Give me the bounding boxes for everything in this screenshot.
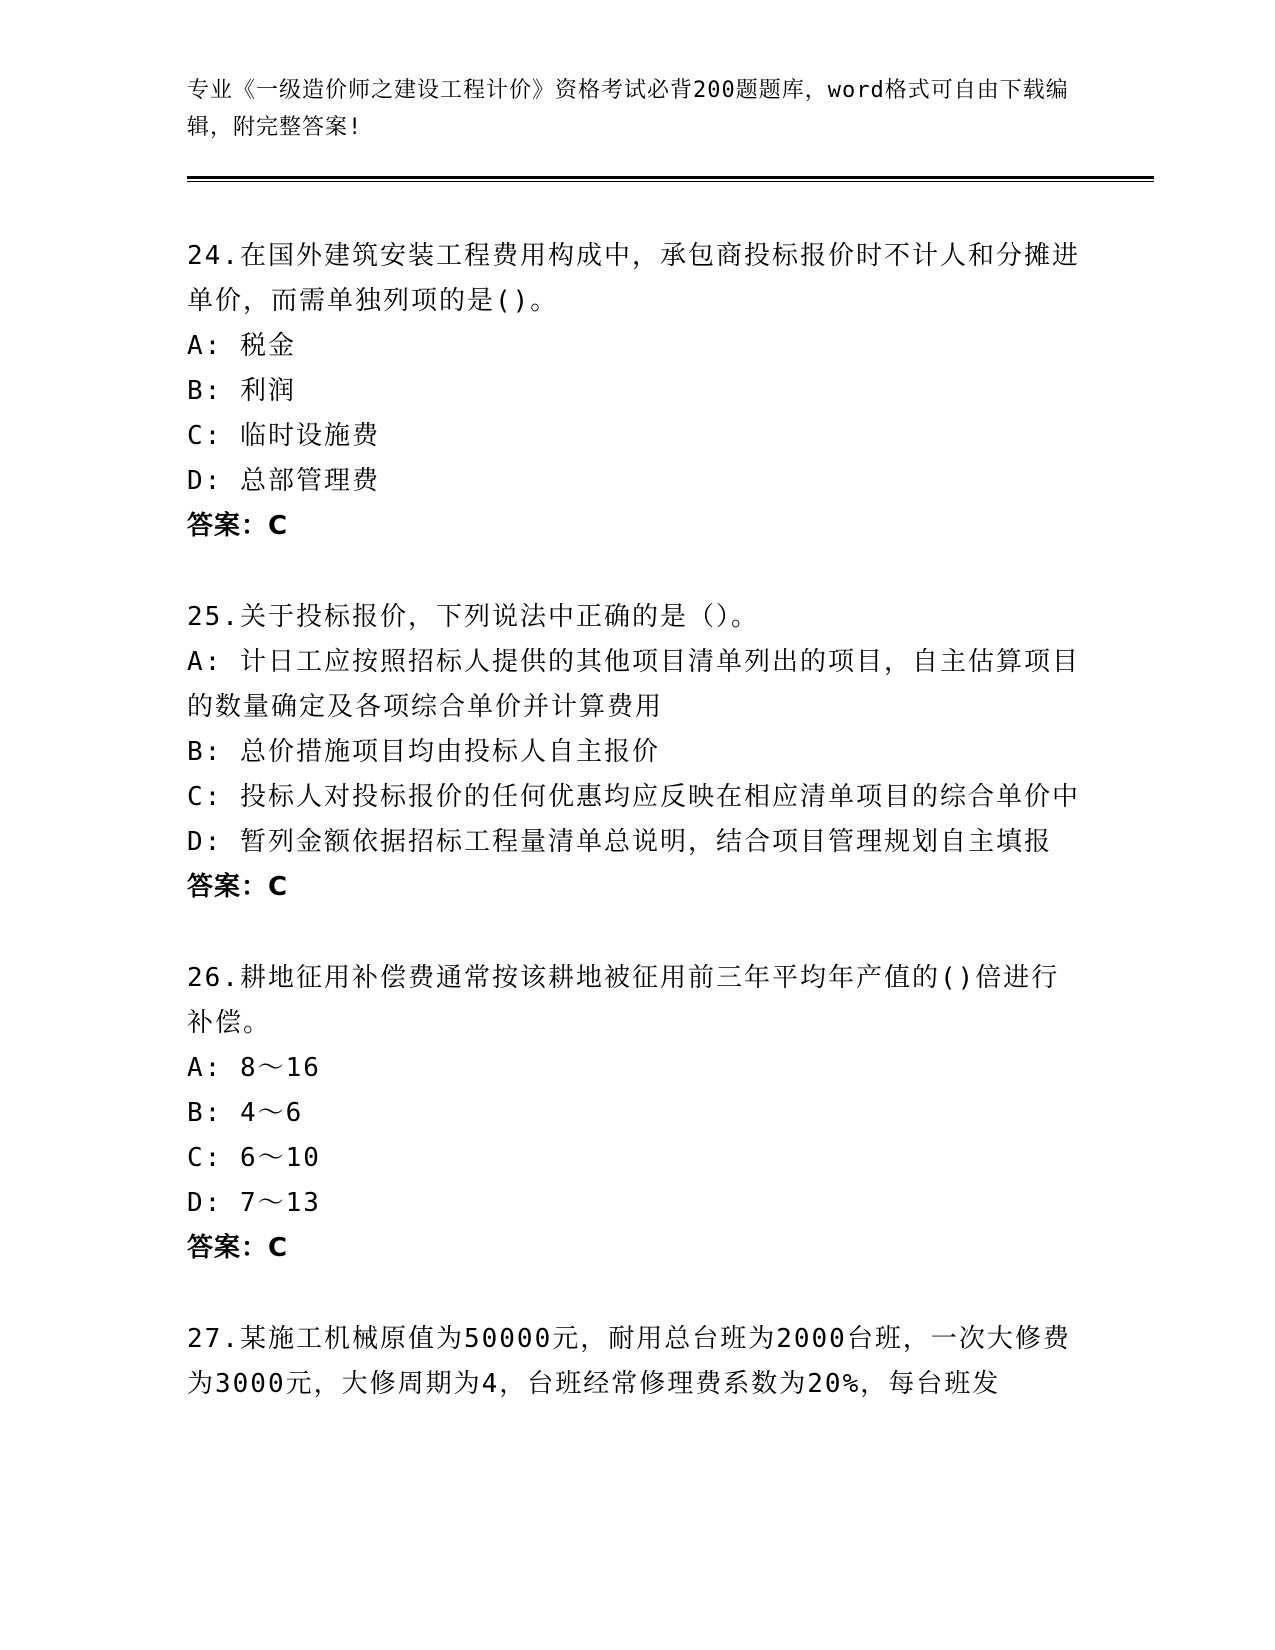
answer-label: 答案：C [187,511,289,541]
option-d: D: 暂列金额依据招标工程量清单总说明，结合项目管理规划自主填报 [187,827,1052,857]
header-divider-thick [187,176,1154,179]
option-b: B: 总价措施项目均由投标人自主报价 [187,737,660,767]
option-c: C: 6～10 [187,1143,321,1173]
option-b: B: 4～6 [187,1098,304,1128]
header-divider-thin [187,181,1154,182]
question-25 [187,595,1087,910]
option-a: A: 计日工应按照招标人提供的其他项目清单列出的项目，自主估算项目的数量确定及各项综合单价并计算费用 [187,647,1080,722]
document-header: 专业《一级造价师之建设工程计价》资格考试必背200题题库，word格式可自由下载编辑，附完整答案! [187,78,1069,140]
option-d: D: 总部管理费 [187,466,380,496]
option-a: A: 8～16 [187,1053,321,1083]
option-a: A: 税金 [187,331,296,361]
option-c: C: 投标人对投标报价的任何优惠均应反映在相应清单项目的综合单价中 [187,782,1080,812]
question-list [187,234,1087,1453]
question-26 [187,956,1087,1271]
question-stem: 24.在国外建筑安装工程费用构成中，承包商投标报价时不计人和分摊进单价，而需单独列项的是()。 [187,241,1080,316]
answer-label: 答案：C [187,872,289,902]
option-d: D: 7～13 [187,1188,321,1218]
question-27 [187,1317,1087,1407]
question-stem: 27.某施工机械原值为50000元，耐用总台班为2000台班，一次大修费为3000元，大修周期为4，台班经常修理费系数为20%，每台班发 [187,1324,1071,1399]
question-stem: 25.关于投标报价，下列说法中正确的是（）。 [187,602,759,632]
option-c: C: 临时设施费 [187,421,380,451]
question-stem: 26.耕地征用补偿费通常按该耕地被征用前三年平均年产值的()倍进行补偿。 [187,963,1060,1038]
answer-label: 答案：C [187,1233,289,1263]
question-24 [187,234,1087,549]
option-b: B: 利润 [187,376,296,406]
